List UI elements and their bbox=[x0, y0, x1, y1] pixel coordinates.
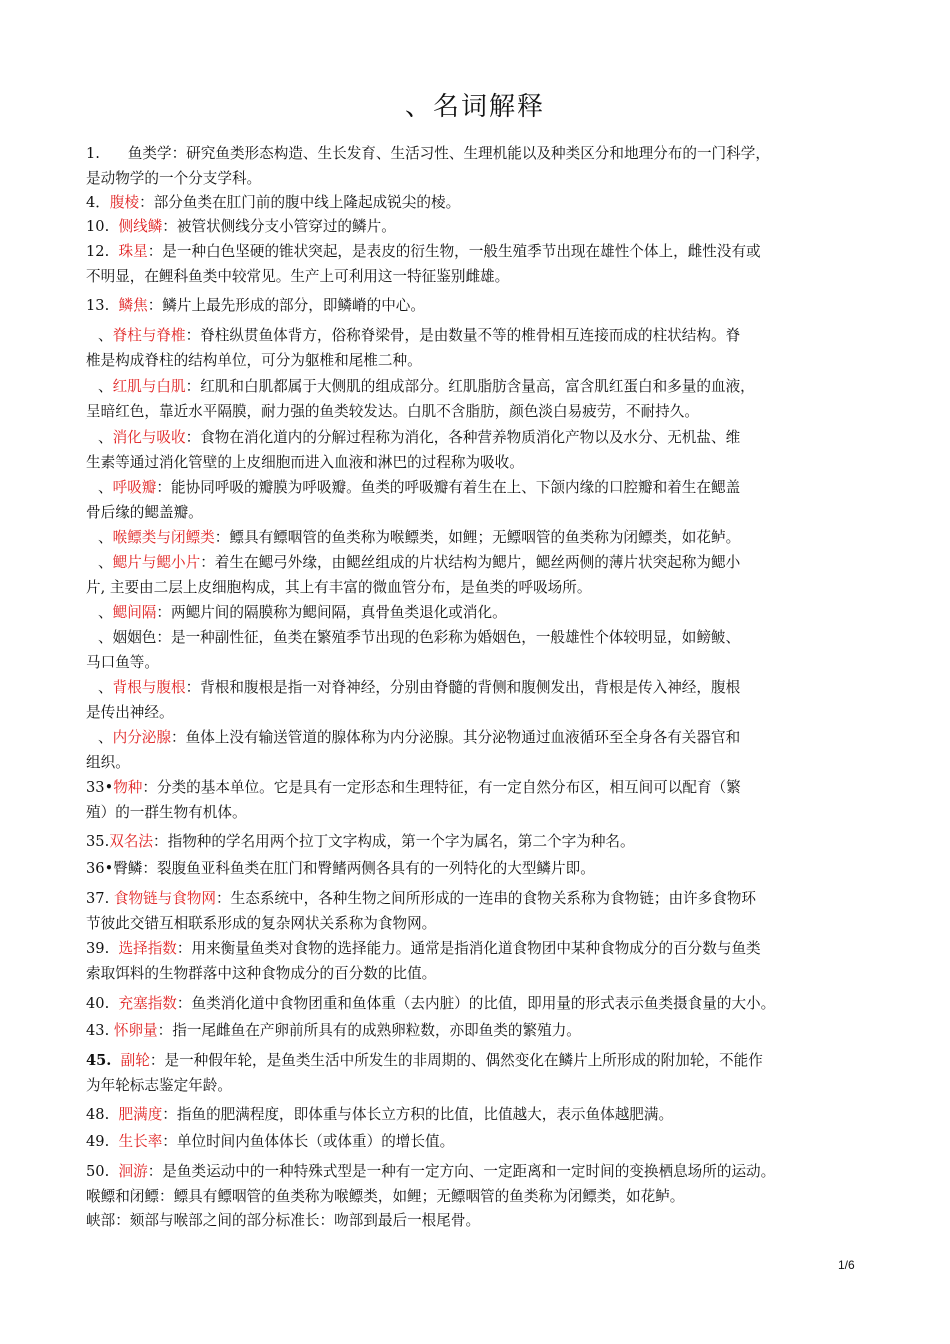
definition-entry bbox=[86, 676, 886, 725]
entry-line bbox=[86, 992, 886, 1017]
entry-number: 13. bbox=[86, 297, 110, 314]
entry-term: 食物链与食物网 bbox=[113, 890, 217, 907]
entry-term: 肥满度 bbox=[118, 1106, 163, 1123]
definition-entry bbox=[86, 776, 886, 825]
definition-entry bbox=[86, 937, 886, 986]
entry-number: 4． bbox=[86, 194, 110, 211]
entry-line bbox=[86, 324, 886, 349]
entry-number: 39. bbox=[86, 940, 110, 957]
entry-text: ：食物在消化道内的分解过程称为消化，各种营养物质消化产物以及水分、无机盐、维 bbox=[185, 429, 741, 446]
entry-text: ：是一种白色坚硬的锥状突起，是表皮的衍生物，一般生殖季节出现在雄性个体上，雌性没有或 bbox=[147, 243, 761, 260]
entry-number: 、 bbox=[98, 629, 113, 646]
entry-term: 鳃间隔 bbox=[112, 604, 157, 621]
entry-text: ：鱼类消化道中食物团重和鱼体重（去内脏）的比值，即用量的形式表示鱼类摄食量的大小。 bbox=[176, 995, 776, 1012]
entry-text: 呈暗红色，靠近水平隔膜，耐力强的鱼类较发达。白肌不含脂肪，颜色淡白易疲劳，不耐持久。 bbox=[86, 402, 699, 420]
entry-text: 殖）的一群生物有机体。 bbox=[86, 803, 247, 821]
definition-entry bbox=[86, 215, 886, 240]
entry-line bbox=[86, 526, 886, 551]
entry-line bbox=[86, 1074, 886, 1099]
entry-line bbox=[86, 626, 886, 651]
entry-number: 、 bbox=[98, 429, 113, 446]
entry-term: 消化与吸收 bbox=[112, 429, 186, 446]
entry-number: 、 bbox=[98, 529, 113, 546]
definition-entry bbox=[86, 1019, 886, 1044]
definition-entry bbox=[86, 426, 886, 475]
definition-entry bbox=[86, 601, 886, 626]
entry-text: ：指鱼的肥满程度，即体重与体长立方积的比值，比值越大，表示鱼体越肥满。 bbox=[162, 1106, 674, 1123]
entry-line bbox=[86, 294, 886, 319]
entry-number: 12. bbox=[86, 243, 110, 260]
entry-number: 43. bbox=[86, 1022, 110, 1039]
entry-line bbox=[86, 1049, 886, 1074]
definition-entry bbox=[86, 726, 886, 775]
entry-line bbox=[86, 215, 886, 240]
entry-text: 不明显，在鲤科鱼类中较常见。生产上可利用这一特征鉴别雌雄。 bbox=[86, 267, 510, 285]
entry-number: 1. bbox=[86, 145, 100, 162]
entry-line bbox=[86, 476, 886, 501]
definition-entry bbox=[86, 375, 886, 424]
entry-number: 48. bbox=[86, 1106, 110, 1123]
entry-term: 鳃片与鳃小片 bbox=[112, 554, 201, 571]
entry-number: 45. bbox=[86, 1052, 112, 1069]
entry-text: ：生态系统中，各种生物之间所形成的一连串的食物关系称为食物链；由许多食物环 bbox=[216, 890, 757, 907]
entry-text: 骨后缘的鳃盖瓣。 bbox=[86, 503, 203, 521]
entry-text: ：着生在鳃弓外缘，由鳃丝组成的片状结构为鳃片，鳃丝两侧的薄片状突起称为鳃小 bbox=[200, 554, 741, 571]
entry-number: 37. bbox=[86, 890, 110, 907]
entry-line bbox=[86, 887, 886, 912]
entry-line bbox=[86, 857, 886, 882]
page-title: 、名词解释 bbox=[404, 92, 545, 122]
entry-term: 红肌与白肌 bbox=[112, 378, 186, 395]
definition-entry bbox=[86, 830, 886, 855]
entry-line bbox=[86, 776, 886, 801]
entry-number: 、 bbox=[98, 679, 113, 696]
definition-entry bbox=[86, 294, 886, 319]
entry-term: 腹棱 bbox=[109, 194, 140, 211]
entry-line bbox=[86, 1160, 886, 1185]
entry-text: ：单位时间内鱼体体长（或体重）的增长值。 bbox=[162, 1133, 455, 1150]
entry-text: ：指一尾雌鱼在产卵前所具有的成熟卵粒数，亦即鱼类的繁殖力。 bbox=[157, 1022, 581, 1039]
entry-text: ：用来衡量鱼类对食物的选择能力。通常是指消化道食物团中某种食物成分的百分数与鱼类 bbox=[176, 940, 761, 957]
entry-line bbox=[86, 830, 886, 855]
entry-line bbox=[86, 676, 886, 701]
entry-number: 49. bbox=[86, 1133, 110, 1150]
entry-line bbox=[86, 751, 886, 776]
definition-entry bbox=[86, 324, 886, 373]
entry-text: 为年轮标志鉴定年龄。 bbox=[86, 1076, 232, 1094]
entry-text: 椎是构成脊柱的结构单位，可分为躯椎和尾椎二种。 bbox=[86, 351, 422, 369]
entry-line bbox=[86, 801, 886, 826]
entry-term: 生长率 bbox=[118, 1133, 163, 1150]
entry-text: ：鱼体上没有输送管道的腺体称为内分泌腺。其分泌物通过血液循环至全身各有关器官和 bbox=[171, 729, 741, 746]
entry-text: ：红肌和白肌都属于大侧肌的组成部分。红肌脂肪含量高，富含肌红蛋白和多量的血液， bbox=[185, 378, 755, 395]
entry-text: ：背根和腹根是指一对脊神经，分别由脊髓的背侧和腹侧发出，背根是传入神经，腹根 bbox=[185, 679, 741, 696]
entry-line bbox=[86, 726, 886, 751]
entry-number: 35. bbox=[86, 833, 110, 850]
entry-text: 索取饵料的生物群落中这种食物成分的百分数的比值。 bbox=[86, 964, 437, 982]
definition-entry bbox=[86, 857, 886, 882]
entry-text: 片, 主要由二层上皮细胞构成，其上有丰富的微血管分布，是鱼类的呼吸场所。 bbox=[86, 578, 592, 596]
entry-text: 喉鳔和闭鳔：鳔具有鳔咽管的鱼类称为喉鳔类，如鲤；无鳔咽管的鱼类称为闭鳔类，如花鲈。 bbox=[86, 1187, 685, 1205]
definition-entry bbox=[86, 1130, 886, 1155]
entry-number: 10. bbox=[86, 218, 110, 235]
definition-entry bbox=[86, 992, 886, 1017]
entry-number: 、 bbox=[98, 729, 113, 746]
entry-number: 33• bbox=[86, 779, 114, 796]
entry-text: ：指物种的学名用两个拉丁文字构成，第一个字为属名，第二个字为种名。 bbox=[153, 833, 635, 850]
entry-text: 峡部：颏部与喉部之间的部分标准长：吻部到最后一根尾骨。 bbox=[86, 1212, 481, 1229]
entry-number: 、 bbox=[98, 378, 113, 395]
definition-entry bbox=[86, 476, 886, 525]
entry-term: 鳞焦 bbox=[118, 297, 148, 314]
entry-text: ：鳞片上最先形成的部分，即鳞嵴的中心。 bbox=[147, 297, 425, 314]
entry-number: 50. bbox=[86, 1163, 110, 1180]
definition-entry bbox=[86, 1160, 886, 1234]
entry-line bbox=[86, 375, 886, 400]
entry-term: 双名法 bbox=[109, 833, 154, 850]
entry-text: ：两鳃片间的隔膜称为鳃间隔，真骨鱼类退化或消化。 bbox=[156, 604, 507, 621]
entry-term: 副轮 bbox=[120, 1052, 150, 1069]
entry-line bbox=[86, 191, 886, 216]
entry-text: ：分类的基本单位。它是具有一定形态和生理特征，有一定自然分布区，相互间可以配育（繁 bbox=[142, 779, 741, 796]
entry-term: 内分泌腺 bbox=[112, 729, 171, 746]
entry-line bbox=[86, 912, 886, 937]
entry-line bbox=[86, 1130, 886, 1155]
entry-text: 生素等通过消化管壁的上皮细胞而进入血液和淋巴的过程称为吸收。 bbox=[86, 453, 524, 471]
entry-line bbox=[86, 400, 886, 425]
entry-line bbox=[86, 651, 886, 676]
entry-term: 侧线鳞 bbox=[118, 218, 163, 235]
entry-line bbox=[86, 240, 886, 265]
entry-term: 物种 bbox=[113, 779, 143, 796]
page-number: 1/6 bbox=[838, 1258, 855, 1272]
entry-text: ：鳔具有鳔咽管的鱼类称为喉鳔类，如鲤；无鳔咽管的鱼类称为闭鳔类，如花鲈。 bbox=[214, 529, 741, 546]
entry-text: 是动物学的一个分支学科。 bbox=[86, 169, 262, 187]
entry-line bbox=[86, 962, 886, 987]
entry-text: 节彼此交错互相联系形成的复杂网状关系称为食物网。 bbox=[86, 914, 437, 932]
definition-entry bbox=[86, 240, 886, 289]
definition-entry bbox=[86, 626, 886, 675]
entry-text: 是传出神经。 bbox=[86, 703, 174, 721]
entry-line bbox=[86, 451, 886, 476]
entry-text: ：部分鱼类在肛门前的腹中线上隆起成锐尖的棱。 bbox=[139, 194, 461, 211]
entry-term: 怀卵量 bbox=[113, 1022, 158, 1039]
entry-number: 36• bbox=[86, 860, 114, 877]
entry-term: 背根与腹根 bbox=[112, 679, 186, 696]
entry-text: 姻姻色：是一种副性征，鱼类在繁殖季节出现的色彩称为婚姻色，一般雄性个体较明显，如鳑鲏、 bbox=[112, 629, 741, 646]
entry-number: 、 bbox=[98, 604, 113, 621]
entry-line bbox=[86, 501, 886, 526]
entry-term: 充塞指数 bbox=[118, 995, 177, 1012]
entry-line bbox=[86, 937, 886, 962]
entry-text: ：脊柱纵贯鱼体背方，俗称脊梁骨，是由数量不等的椎骨相互连接而成的柱状结构。脊 bbox=[185, 327, 741, 344]
entry-term: 珠星 bbox=[118, 243, 148, 260]
entry-line bbox=[86, 1019, 886, 1044]
entry-text: 马口鱼等。 bbox=[86, 653, 159, 671]
entry-text: 组织。 bbox=[86, 753, 130, 771]
definition-entry bbox=[86, 142, 886, 191]
definition-entry bbox=[86, 1103, 886, 1128]
entry-number: 、 bbox=[98, 554, 113, 571]
entry-term: 脊柱与脊椎 bbox=[112, 327, 186, 344]
entry-number: 40. bbox=[86, 995, 110, 1012]
entry-number: 、 bbox=[98, 479, 113, 496]
definition-entry bbox=[86, 551, 886, 600]
entry-line bbox=[86, 701, 886, 726]
entry-number: 、 bbox=[98, 327, 113, 344]
entry-term: 呼吸瓣 bbox=[112, 479, 157, 496]
entry-line bbox=[86, 576, 886, 601]
entry-line bbox=[86, 1103, 886, 1128]
entry-line bbox=[86, 349, 886, 374]
entry-term: 喉鳔类与闭鳔类 bbox=[112, 529, 215, 546]
definition-entry bbox=[86, 1049, 886, 1098]
entry-line bbox=[86, 142, 886, 167]
entry-line bbox=[86, 1209, 886, 1234]
definition-entry bbox=[86, 887, 886, 936]
entry-text: ：是一种假年轮，是鱼类生活中所发生的非周期的、偶然变化在鳞片上所形成的附加轮，不能作 bbox=[149, 1052, 763, 1069]
entry-text: ：被管状侧线分支小管穿过的鳞片。 bbox=[162, 218, 396, 235]
entry-line bbox=[86, 551, 886, 576]
entry-text: ：能协同呼吸的瓣膜为呼吸瓣。鱼类的呼吸瓣有着生在上、下颌内缘的口腔瓣和着生在鳃盖 bbox=[156, 479, 741, 496]
entry-text: 臀鳞：裂腹鱼亚科鱼类在肛门和臀鳍两侧各具有的一列特化的大型鳞片即。 bbox=[113, 860, 595, 877]
entry-line bbox=[86, 265, 886, 290]
entry-text: ：是鱼类运动中的一种特殊式型是一种有一定方向、一定距离和一定时间的变换栖息场所的运动。 bbox=[147, 1163, 776, 1180]
definition-entry bbox=[86, 526, 886, 551]
entry-term: 选择指数 bbox=[118, 940, 177, 957]
entry-text: 鱼类学：研究鱼类形态构造、生长发育、生活习性、生理机能以及种类区分和地理分布的一门科学， bbox=[127, 145, 770, 162]
entry-line bbox=[86, 601, 886, 626]
definition-entry bbox=[86, 191, 886, 216]
entry-line bbox=[86, 167, 886, 192]
entry-line bbox=[86, 426, 886, 451]
entry-line bbox=[86, 1185, 886, 1210]
entry-term: 洄游 bbox=[118, 1163, 148, 1180]
